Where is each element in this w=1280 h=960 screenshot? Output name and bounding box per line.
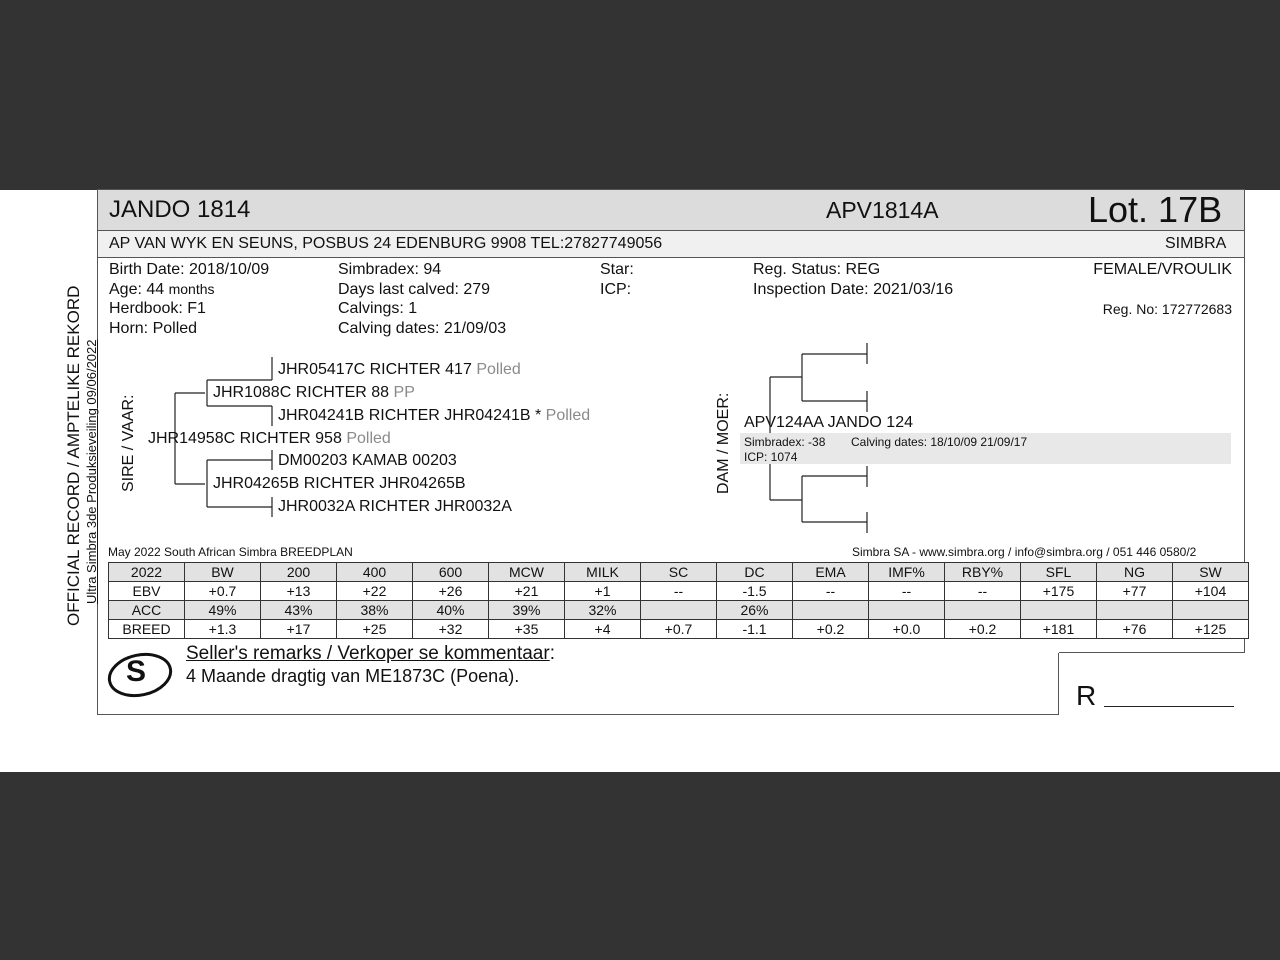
ebv-cell: +0.2 [793,620,869,639]
pedigree-name: JHR05417C RICHTER 417 [278,361,472,378]
ebv-cell: -1.5 [717,582,793,601]
star: Star: [600,261,634,278]
ebv-cell: BREED [109,620,185,639]
price-currency: R [1076,680,1097,711]
sire [148,430,391,448]
ebv-cell: +1 [565,582,641,601]
ebv-header-cell: BW [185,563,261,582]
ebv-cell: +32 [413,620,489,639]
pedigree-note: Polled [346,430,391,447]
sire-sire [213,384,415,402]
calvings: Calvings: 1 [338,300,418,317]
age-unit: months [168,281,215,297]
ebv-cell: EBV [109,582,185,601]
ebv-cell: -1.1 [717,620,793,639]
pedigree-note: PP [393,384,415,401]
sire-sire-sire [278,361,521,379]
ebv-cell [945,601,1021,620]
ebv-cell: +25 [337,620,413,639]
breed-name: SIMBRA [1165,235,1227,252]
remarks-title [186,643,555,665]
dam-simbradex: Simbradex: -38 [744,435,826,449]
ebv-header-cell: 600 [413,563,489,582]
price-input-line[interactable] [1104,706,1234,707]
sire-dam: JHR04265B RICHTER JHR04265B [213,475,466,492]
dam-icp: ICP: 1074 [744,450,798,464]
ebv-cell: 38% [337,601,413,620]
ebv-table [108,562,1249,639]
animal-name: JANDO 1814 [109,196,251,223]
age-value: Age: 44 [109,281,165,298]
ebv-cell [1097,601,1173,620]
calving-dates: Calving dates: 21/09/03 [338,320,507,337]
ebv-cell: +21 [489,582,565,601]
ebv-cell: +22 [337,582,413,601]
simbradex: Simbradex: 94 [338,261,442,278]
lot-number: Lot. 17B [1088,189,1223,230]
sale-label: Ultra Simbra 3de Produksieveiling 09/06/2022 [84,339,99,604]
dam-name: APV124AA JANDO 124 [744,414,913,431]
sire-dam-sire: DM00203 KAMAB 00203 [278,452,457,469]
pedigree-name: JHR04241B RICHTER JHR04241B * [278,407,542,424]
ebv-header-row [109,563,1249,582]
ebv-cell [641,601,717,620]
dam-calving-dates: Calving dates: 18/10/09 21/09/17 [851,435,1028,449]
pedigree-note: Polled [476,361,521,378]
ebv-row-acc [109,601,1249,620]
animal-id: APV1814A [826,197,939,223]
ebv-header-cell: 2022 [109,563,185,582]
ebv-cell: +175 [1021,582,1097,601]
ebv-cell: +1.3 [185,620,261,639]
ebv-cell: 43% [261,601,337,620]
ebv-header-cell: RBY% [945,563,1021,582]
ebv-header-cell: MCW [489,563,565,582]
inspection-date: Inspection Date: 2021/03/16 [753,281,954,298]
ebv-header-cell: SW [1173,563,1249,582]
ebv-cell [1173,601,1249,620]
ebv-cell: +0.7 [185,582,261,601]
ebv-cell: +35 [489,620,565,639]
pedigree-name: JHR1088C RICHTER 88 [213,384,390,401]
ebv-cell: 49% [185,601,261,620]
sire-dam-dam: JHR0032A RICHTER JHR0032A [278,498,512,515]
ebv-cell [1021,601,1097,620]
ebv-header-cell: SFL [1021,563,1097,582]
ebv-cell: +0.7 [641,620,717,639]
ebv-header-cell: MILK [565,563,641,582]
official-record-label: OFFICIAL RECORD / AMPTELIKE REKORD [64,285,83,626]
ebv-cell: 39% [489,601,565,620]
ebv-row-ebv [109,582,1249,601]
ebv-cell [793,601,869,620]
ebv-source: May 2022 South African Simbra BREEDPLAN [108,545,353,559]
ebv-header-cell: DC [717,563,793,582]
ebv-cell: 32% [565,601,641,620]
ebv-cell: +181 [1021,620,1097,639]
ebv-cell [869,601,945,620]
remarks-title-text: Seller's remarks / Verkoper se kommentaar [186,643,550,664]
ebv-cell: +0.2 [945,620,1021,639]
sex: FEMALE/VROULIK [1093,261,1232,278]
ebv-header-cell: EMA [793,563,869,582]
ebv-header-cell: 400 [337,563,413,582]
pedigree-note: Polled [545,407,591,424]
pedigree-name: JHR14958C RICHTER 958 [148,430,342,447]
dam-label: DAM / MOER: [715,392,732,494]
sire-sire-dam [278,407,590,425]
ebv-cell: +77 [1097,582,1173,601]
ebv-cell: -- [793,582,869,601]
days-last-calved: Days last calved: 279 [338,281,491,298]
birth-date: Birth Date: 2018/10/09 [109,261,270,278]
ebv-header-cell: SC [641,563,717,582]
ebv-cell: +125 [1173,620,1249,639]
breeder-address: AP VAN WYK EN SEUNS, POSBUS 24 EDENBURG 9908 TEL:27827749056 [109,235,663,252]
ebv-row-breed [109,620,1249,639]
reg-no: Reg. No: 172772683 [1102,301,1232,317]
reg-status: Reg. Status: REG [753,261,881,278]
horn: Horn: Polled [109,320,198,337]
herdbook: Herdbook: F1 [109,300,206,317]
ebv-header-cell: NG [1097,563,1173,582]
remarks-text: 4 Maande dragtig van ME1873C (Poena). [186,666,520,686]
ebv-cell: +104 [1173,582,1249,601]
ebv-cell: +4 [565,620,641,639]
ebv-cell: -- [945,582,1021,601]
ebv-cell: -- [641,582,717,601]
simbra-logo-letter: S [126,655,147,688]
sire-label: SIRE / VAAR: [120,394,137,492]
ebv-header-cell: IMF% [869,563,945,582]
remarks-title-colon: : [549,643,555,664]
icp: ICP: [600,281,632,298]
ebv-cell: 40% [413,601,489,620]
ebv-cell: ACC [109,601,185,620]
ebv-cell: +13 [261,582,337,601]
ebv-cell: -- [869,582,945,601]
ebv-cell: +0.0 [869,620,945,639]
ebv-cell: +17 [261,620,337,639]
ebv-cell: +26 [413,582,489,601]
ebv-header-cell: 200 [261,563,337,582]
ebv-cell: 26% [717,601,793,620]
ebv-cell: +76 [1097,620,1173,639]
ebv-contact: Simbra SA - www.simbra.org / info@simbra.org / 051 446 0580/2 [852,545,1197,559]
